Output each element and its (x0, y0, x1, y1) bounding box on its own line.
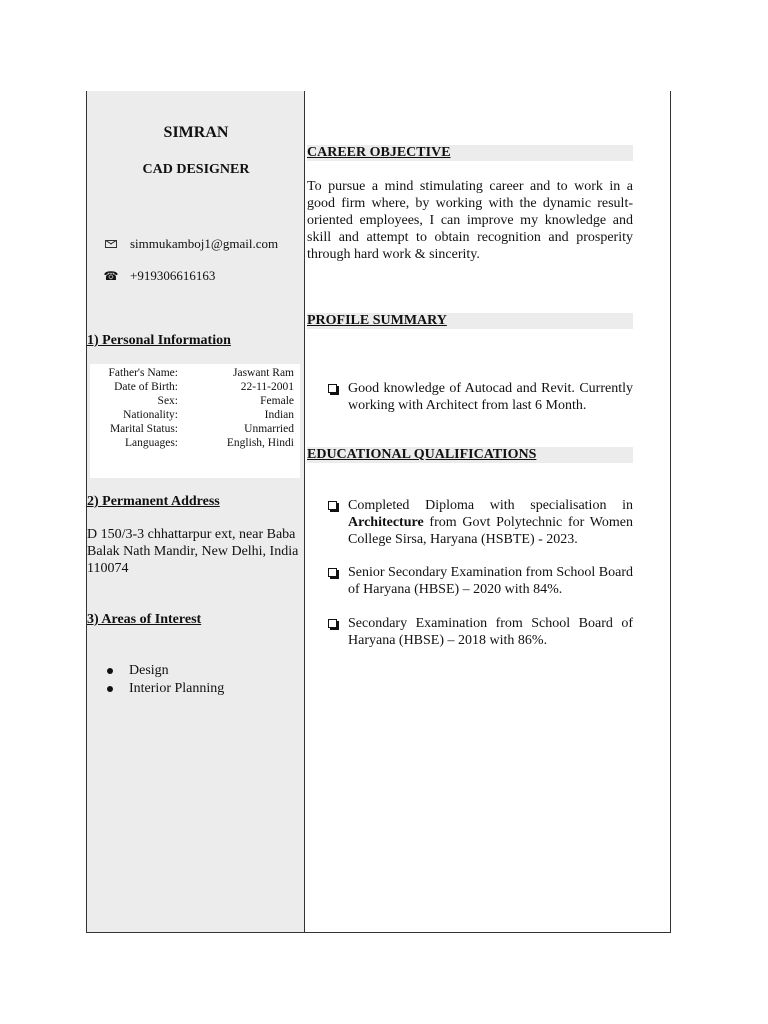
personal-info-row (96, 422, 294, 436)
marital-status-label: Marital Status: (109, 423, 178, 435)
fathers-name-value: Jaswant Ram (232, 367, 294, 379)
email-text[interactable]: simmukamboj1@gmail.com (130, 236, 279, 251)
education-secondary-text: Secondary Examination from School Board of Haryana (HBSE) – 2018 with 86%. (348, 616, 633, 648)
marital-status-value: Unmarried (244, 423, 294, 435)
nationality-value: Indian (264, 409, 294, 421)
interest-interior-planning: Interior Planning (129, 681, 225, 696)
personal-info-row (96, 366, 294, 380)
career-objective-heading: CAREER OBJECTIVE (307, 145, 633, 161)
checkbox-bullet-icon (328, 619, 337, 628)
dob-value: 22-11-2001 (240, 381, 294, 393)
checkbox-bullet-icon (328, 501, 337, 510)
personal-info-heading: 1) Personal Information (87, 333, 231, 348)
bullet-icon (107, 686, 113, 692)
interests-heading: 3) Areas of Interest (87, 612, 202, 627)
job-title: CAD DESIGNER (142, 162, 250, 177)
personal-info-row (96, 408, 294, 422)
nationality-label: Nationality: (123, 409, 178, 421)
languages-label: Languages: (124, 437, 178, 449)
list-item (107, 680, 224, 698)
list-item (328, 380, 633, 414)
interest-design: Design (129, 663, 169, 678)
list-item (328, 615, 633, 649)
address-text: D 150/3-3 chhattarpur ext, near Baba Balak Nath Mandir, New Delhi, India 110074 (87, 527, 299, 576)
interests-list (107, 662, 224, 698)
phone-row (100, 268, 215, 284)
fathers-name-label: Father's Name: (108, 367, 178, 379)
career-objective-text: To pursue a mind stimulating career and to work in a good firm where, by working with the dynamic result-oriented employees, I can improve my knowledge and skill and attempt to obtain recognition and prosperity through hard work & sincerity. (307, 179, 633, 262)
personal-info-row (96, 436, 294, 450)
candidate-name: SIMRAN (163, 124, 229, 141)
address-heading: 2) Permanent Address (87, 494, 220, 509)
education-diploma-text (348, 497, 633, 548)
education-diploma-part: Completed Diploma with specialisation in (348, 498, 633, 513)
sex-label: Sex: (157, 395, 178, 407)
education-diploma-specialisation: Architecture (348, 515, 424, 530)
profile-summary-heading: PROFILE SUMMARY (307, 313, 633, 329)
education-senior-secondary-text: Senior Secondary Examination from School Board of Haryana (HBSE) – 2020 with 84%. (348, 565, 633, 597)
list-item (328, 564, 633, 598)
list-item (328, 497, 633, 548)
dob-label: Date of Birth: (114, 381, 178, 393)
education-heading: EDUCATIONAL QUALIFICATIONS (307, 447, 633, 463)
education-diploma-part: from Govt Polytechnic for Women College Sirsa, Haryana (HSBTE) - 2023. (348, 515, 633, 547)
checkbox-bullet-icon (328, 384, 337, 393)
personal-info-table (96, 366, 294, 450)
sidebar (87, 91, 305, 932)
languages-value: English, Hindi (226, 437, 294, 449)
list-item (107, 662, 224, 680)
phone-text[interactable]: +919306616163 (130, 268, 216, 283)
telephone-icon: ☎ (103, 268, 119, 283)
sex-value: Female (260, 395, 294, 407)
envelope-icon (100, 237, 122, 252)
email-row (100, 236, 278, 252)
checkbox-bullet-icon (328, 568, 337, 577)
personal-info-row (96, 394, 294, 408)
personal-info-row (96, 380, 294, 394)
bullet-icon (107, 668, 113, 674)
profile-summary-text: Good knowledge of Autocad and Revit. Currently working with Architect from last 6 Month. (348, 381, 633, 413)
